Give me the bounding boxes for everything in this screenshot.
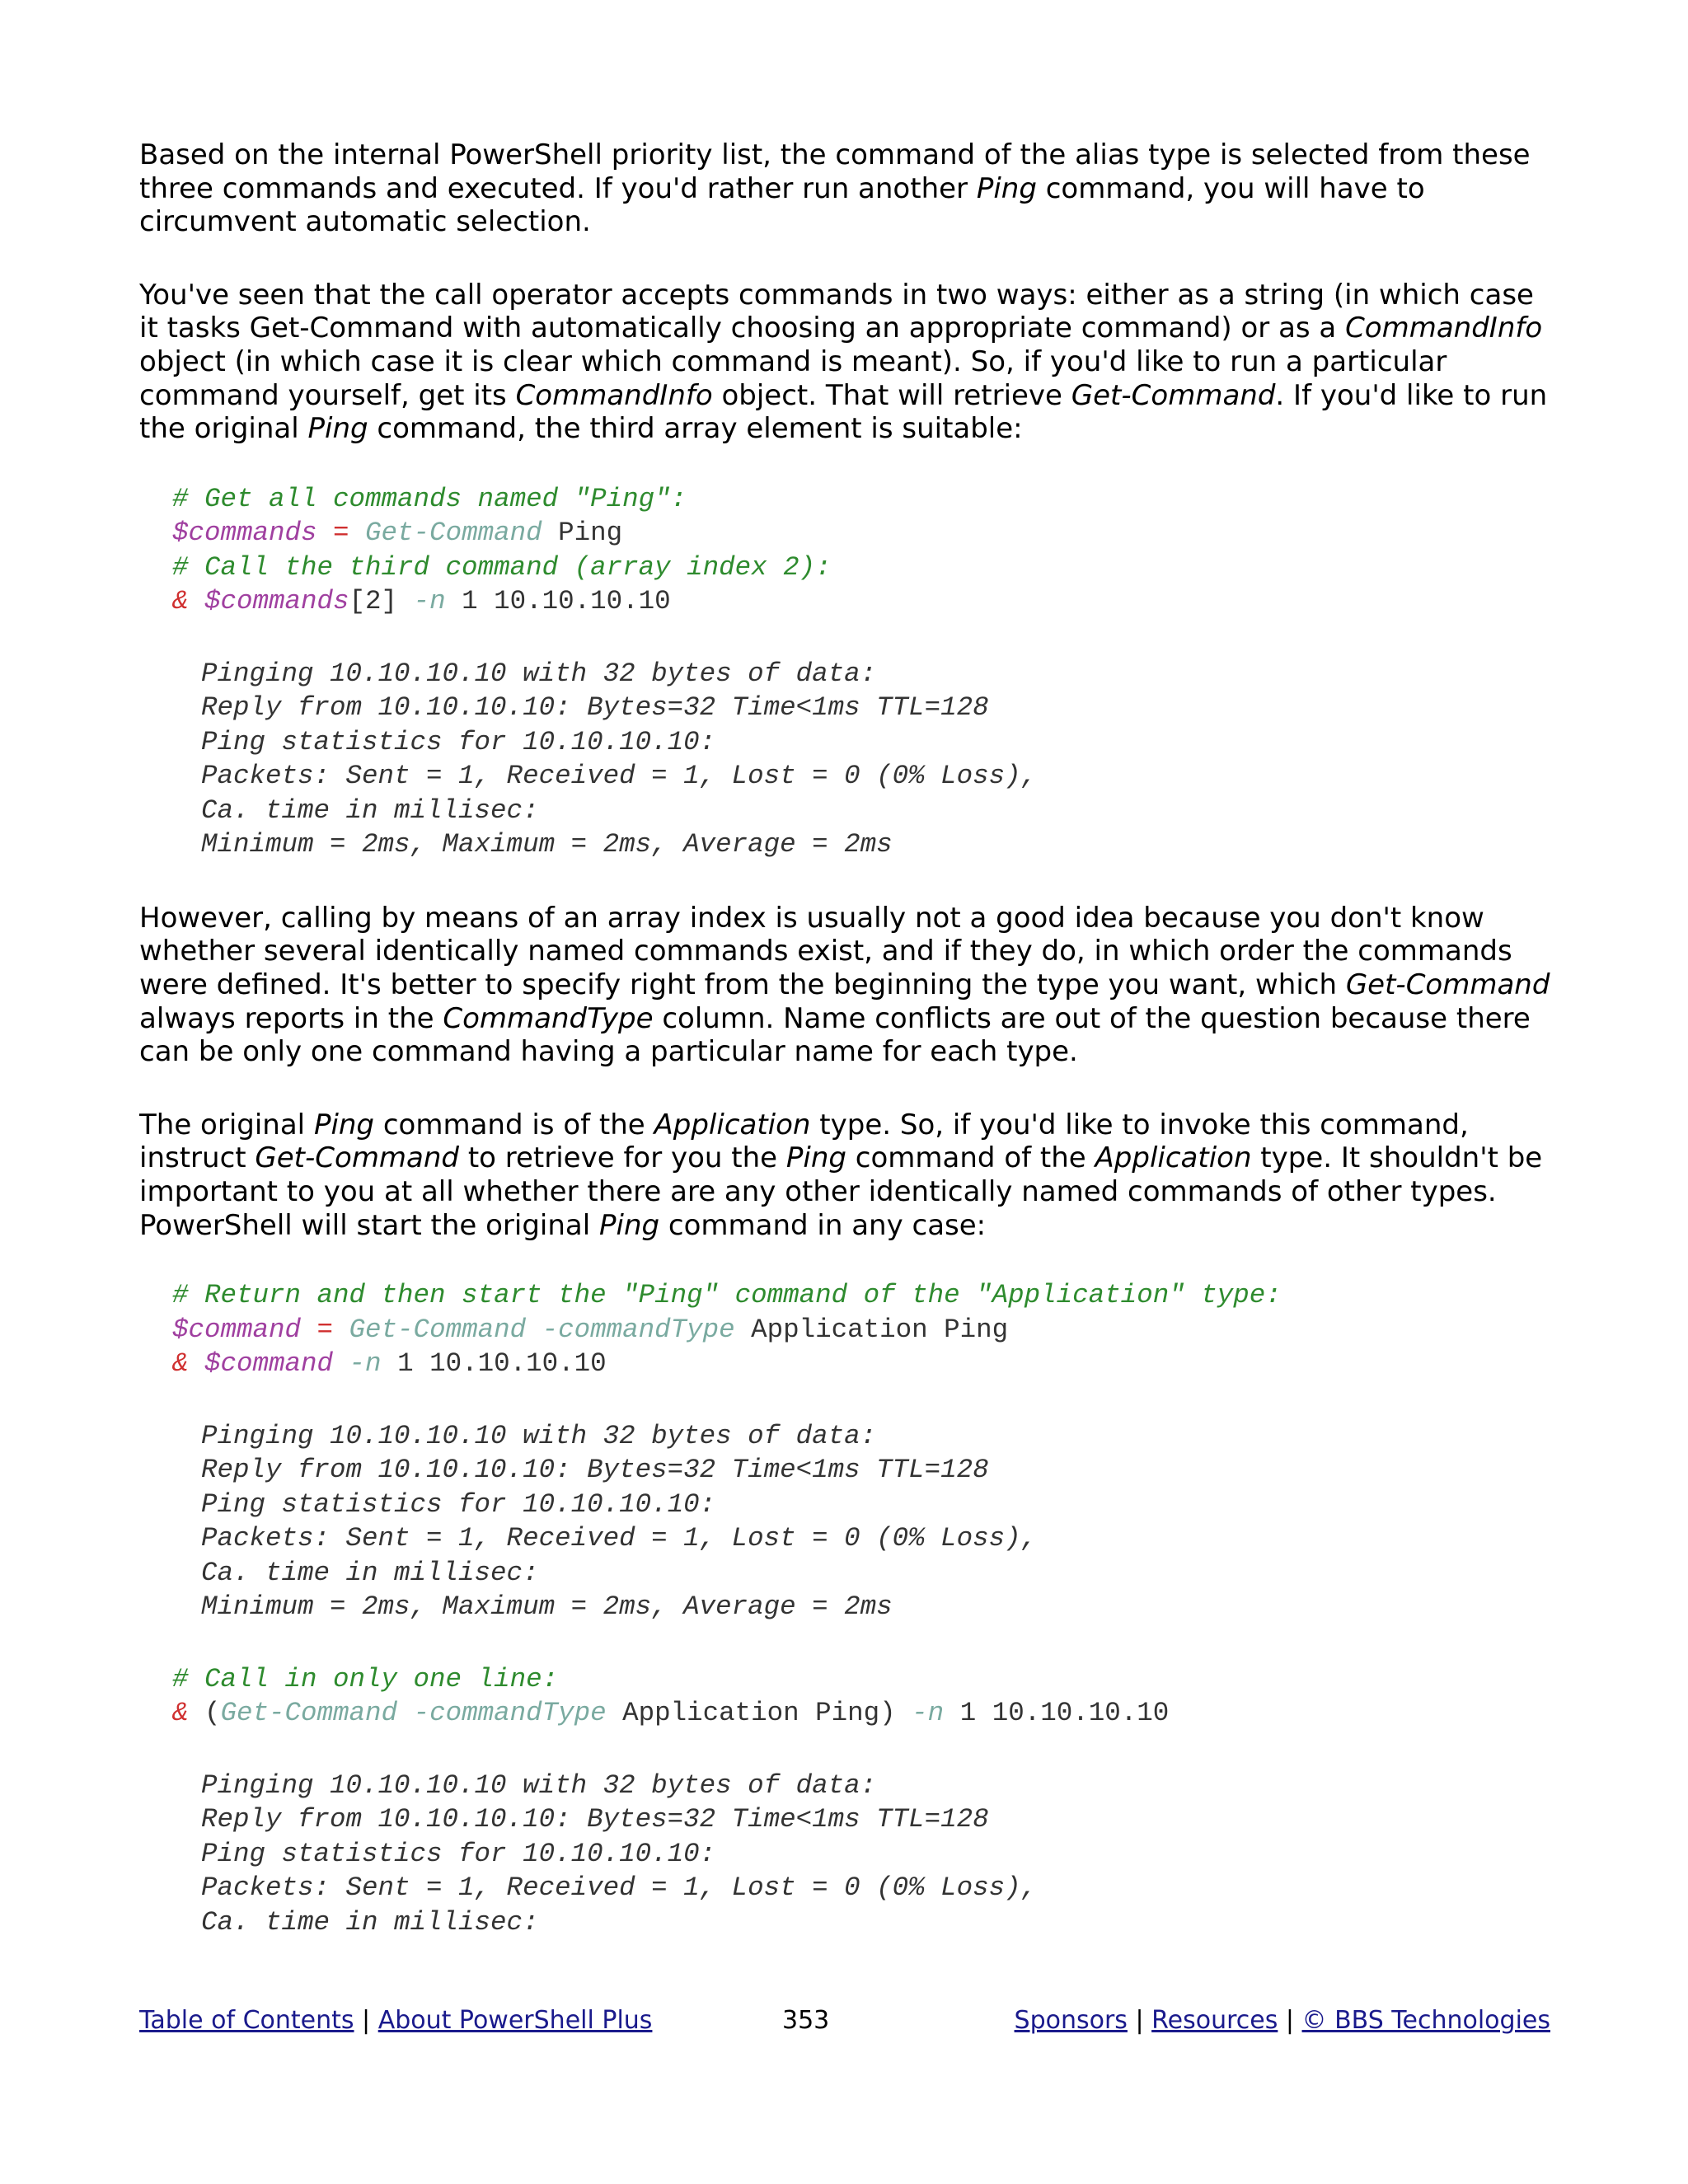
resources-link[interactable]: Resources — [1151, 2006, 1278, 2035]
output-block-3 — [201, 1769, 1550, 1940]
code-operator: & — [172, 1698, 205, 1729]
text: command, the third array element is suitable: — [368, 412, 1023, 446]
text: type. So, if you'd like to invoke this command, instruct — [139, 1108, 1469, 1175]
output-line: Ca. time in millisec: — [201, 1557, 539, 1588]
output-line: Reply from 10.10.10.10: Bytes=32 Time<1ms TTL=128 — [201, 1804, 989, 1835]
output-line: Ca. time in millisec: — [201, 1906, 539, 1938]
page-footer — [139, 2003, 1550, 2039]
output-line: Ca. time in millisec: — [201, 794, 539, 826]
text: command is of the — [374, 1108, 654, 1141]
code-comment: # Get all commands named "Ping": — [172, 483, 687, 514]
emphasis: Application — [1095, 1141, 1252, 1175]
footer-left-links — [139, 2003, 652, 2039]
code-index: [2] — [349, 586, 414, 617]
output-line: Ping statistics for 10.10.10.10: — [201, 1838, 716, 1869]
code-paren: ( — [204, 1698, 221, 1729]
output-line: Reply from 10.10.10.10: Bytes=32 Time<1ms TTL=128 — [201, 692, 989, 724]
emphasis: Get-Command — [1345, 968, 1550, 1001]
text: always reports in the — [139, 1001, 443, 1035]
output-line: Ping statistics for 10.10.10.10: — [201, 1488, 716, 1520]
page-content — [139, 138, 1550, 1939]
code-argument: Application Ping) — [606, 1698, 912, 1729]
output-line: Packets: Sent = 1, Received = 1, Lost = 0 (0% Loss), — [201, 761, 1038, 792]
output-line: Pinging 10.10.10.10 with 32 bytes of data: — [201, 1420, 877, 1451]
output-block-1 — [201, 657, 1550, 862]
emphasis: Ping — [599, 1208, 660, 1242]
paragraph-application-type — [139, 1108, 1550, 1242]
text: object (in which case it is clear which command is meant). So, if you'd like to run a particular command yourself, get its — [139, 344, 1447, 412]
text: command in any case: — [659, 1208, 987, 1242]
text: However, calling by means of an array index is usually not a good idea because you don't know whether several identically named commands exist, and if they do, in which order the commands were defined. It's better to specify right from the beginning the type you want, which — [139, 901, 1512, 1001]
output-block-2 — [201, 1419, 1550, 1624]
code-argument: 1 10.10.10.10 — [381, 1348, 607, 1380]
output-line: Ping statistics for 10.10.10.10: — [201, 726, 716, 757]
text: type. It shouldn't be important to you at all whether there are any other identically named commands of other types. PowerShell will start the original — [139, 1141, 1543, 1242]
emphasis: Get-Command — [255, 1141, 460, 1175]
emphasis: CommandInfo — [1345, 312, 1543, 345]
about-powershell-plus-link[interactable]: About PowerShell Plus — [377, 2006, 653, 2035]
code-operator: & — [172, 1348, 205, 1380]
table-of-contents-link[interactable]: Table of Contents — [139, 2006, 354, 2035]
code-block-2 — [172, 1278, 1550, 1381]
text: to retrieve for you the — [459, 1141, 786, 1175]
output-line: Pinging 10.10.10.10 with 32 bytes of data: — [201, 1769, 877, 1801]
separator: | — [354, 2006, 378, 2035]
code-variable: $command — [172, 1314, 302, 1345]
text: The original — [139, 1108, 314, 1141]
emphasis: Ping — [307, 412, 368, 446]
text: You've seen that the call operator accepts commands in two ways: either as a string (in which case it tasks Get-Command with automatically choosing an appropriate command) or as a — [139, 278, 1534, 345]
text: . If you'd like to run the original — [139, 378, 1548, 446]
code-variable: $command — [204, 1348, 334, 1380]
code-parameter: -n — [413, 586, 446, 617]
code-operator: = — [301, 1314, 349, 1345]
code-variable: $commands — [204, 586, 349, 617]
paragraph-call-operator — [139, 279, 1550, 446]
text: Based on the internal PowerShell priority list, the command of the alias type is selected from these three commands and executed. If you'd rather run another — [139, 138, 1531, 205]
output-line: Minimum = 2ms, Maximum = 2ms, Average = 2ms — [201, 829, 893, 860]
emphasis: Ping — [313, 1108, 375, 1141]
separator: | — [1278, 2006, 1302, 2035]
emphasis: Ping — [785, 1141, 846, 1175]
text: object. That will retrieve — [712, 378, 1071, 412]
sponsors-link[interactable]: Sponsors — [1014, 2006, 1128, 2035]
code-cmdlet: Get-Command -commandType — [220, 1698, 607, 1729]
code-cmdlet: Get-Command — [365, 518, 542, 549]
code-argument: 1 10.10.10.10 — [944, 1698, 1170, 1729]
output-line: Minimum = 2ms, Maximum = 2ms, Average = 2ms — [201, 1591, 893, 1623]
code-operator: = — [316, 518, 366, 549]
paragraph-array-index — [139, 902, 1550, 1069]
emphasis: Ping — [976, 171, 1037, 205]
code-cmdlet: Get-Command -commandType — [349, 1314, 735, 1345]
emphasis: CommandType — [443, 1001, 654, 1035]
footer-right-links — [1015, 2003, 1550, 2039]
code-comment: # Call the third command (array index 2): — [172, 551, 832, 583]
code-argument: Ping — [542, 518, 623, 549]
code-argument: 1 10.10.10.10 — [445, 586, 671, 617]
code-operator: & — [172, 586, 205, 617]
text: command of the — [846, 1141, 1095, 1175]
code-parameter: -n — [912, 1698, 945, 1729]
output-line: Pinging 10.10.10.10 with 32 bytes of data: — [201, 658, 877, 689]
code-parameter: -n — [333, 1348, 382, 1380]
output-line: Reply from 10.10.10.10: Bytes=32 Time<1ms TTL=128 — [201, 1455, 989, 1486]
text: command, you will have to circumvent automatic selection. — [139, 171, 1425, 239]
output-line: Packets: Sent = 1, Received = 1, Lost = 0 (0% Loss), — [201, 1523, 1038, 1554]
code-block-3 — [172, 1662, 1550, 1731]
emphasis: Get-Command — [1071, 378, 1276, 412]
paragraph-priority-list — [139, 138, 1550, 239]
copyright-link[interactable]: © BBS Technologies — [1301, 2006, 1550, 2035]
emphasis: CommandInfo — [515, 378, 713, 412]
code-comment: # Call in only one line: — [172, 1663, 559, 1694]
text: column. Name conflicts are out of the question because there can be only one command having a particular name for each type. — [139, 1001, 1531, 1069]
separator: | — [1127, 2006, 1152, 2035]
code-block-1 — [172, 482, 1550, 619]
code-argument: Application Ping — [734, 1314, 1009, 1345]
code-comment: # Return and then start the "Ping" command of the "Application" type: — [172, 1280, 1282, 1311]
output-line: Packets: Sent = 1, Received = 1, Lost = 0 (0% Loss), — [201, 1872, 1038, 1904]
code-variable: $commands — [172, 518, 317, 549]
emphasis: Application — [654, 1108, 811, 1141]
page-number: 353 — [782, 2006, 830, 2035]
